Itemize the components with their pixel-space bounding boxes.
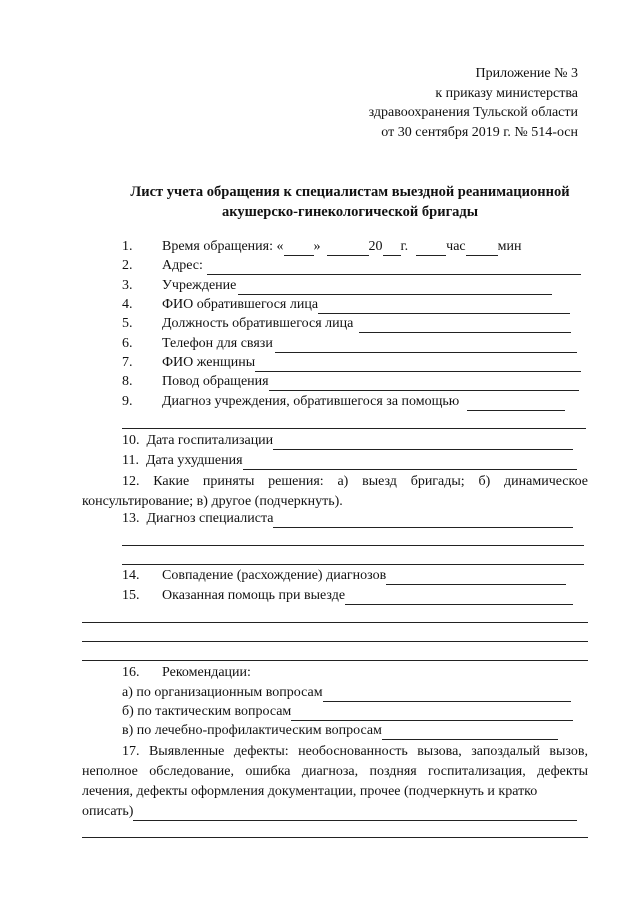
institution-field[interactable] (238, 281, 552, 295)
item-number: 5. (122, 316, 133, 331)
item-6-phone (122, 335, 577, 353)
phone-field[interactable] (275, 339, 577, 353)
hour-label: час (446, 239, 466, 254)
item-label: Совпадение (расхождение) диагнозов (162, 568, 387, 583)
item-label: Рекомендации: (162, 665, 251, 680)
appendix-line: от 30 сентября 2019 г. № 514-осн (381, 124, 578, 140)
item-9-institution-diagnosis (122, 393, 565, 411)
item-number: 14. (122, 568, 140, 583)
item-label: Диагноз учреждения, обратившегося за помощью (162, 394, 460, 409)
item-16b-tactical (122, 703, 573, 721)
item-label: б) по тактическим вопросам (122, 704, 292, 719)
item-12-decisions (82, 472, 588, 512)
appendix-header (369, 64, 578, 142)
item-4-applicant-name (122, 296, 570, 314)
item-17-describe (82, 803, 577, 821)
reason-field[interactable] (269, 377, 579, 391)
item-16c-medical (122, 722, 558, 740)
item-3-institution (122, 277, 552, 295)
quote: » (313, 239, 321, 254)
item-label: Телефон для связи (162, 336, 273, 351)
item-label: Должность обратившегося лица (162, 316, 354, 331)
item-label: ФИО женщины (162, 355, 256, 370)
item-number: 7. (122, 355, 133, 370)
item-number: 16. (122, 665, 140, 680)
year-suffix: г. (400, 239, 409, 254)
continuation-line[interactable] (82, 641, 588, 642)
diagnosis-match-field[interactable] (386, 571, 566, 585)
item-number: 2. (122, 258, 133, 273)
continuation-line[interactable] (82, 837, 588, 838)
item-number: 8. (122, 374, 133, 389)
item-label: Повод обращения (162, 374, 269, 389)
appendix-line: к приказу министерства (435, 85, 578, 101)
item-label: 10. Дата госпитализации (122, 433, 274, 448)
item-number: 1. (122, 239, 133, 254)
item-number: 15. (122, 588, 140, 603)
item-8-reason (122, 373, 579, 391)
hour-field[interactable] (416, 242, 446, 256)
year-field[interactable] (383, 242, 401, 256)
appendix-line: Приложение № 3 (475, 66, 578, 81)
item-16a-organizational (122, 684, 571, 702)
continuation-line[interactable] (122, 564, 584, 565)
organizational-field[interactable] (323, 688, 571, 702)
continuation-line[interactable] (82, 622, 588, 623)
hospitalization-date-field[interactable] (273, 436, 573, 450)
item-number: 6. (122, 336, 133, 351)
continuation-line[interactable] (122, 428, 586, 429)
item-1-time (122, 238, 521, 256)
continuation-line[interactable] (122, 545, 584, 546)
institution-diagnosis-field[interactable] (467, 397, 565, 411)
year-prefix: 20 (368, 239, 383, 254)
item-number: 3. (122, 278, 133, 293)
address-field[interactable] (207, 261, 581, 275)
item-17-defects (82, 742, 588, 802)
title-line: Лист учета обращения к специалистам выездной реанимационной (130, 184, 570, 200)
item-13-specialist-diagnosis (122, 510, 573, 528)
item-label: 11. Дата ухудшения (122, 453, 243, 468)
item-label: Адрес: (162, 258, 203, 273)
item-label: в) по лечебно-профилактическим вопросам (122, 723, 382, 738)
item-label: Время обращения: « (162, 239, 284, 254)
item-2-address (122, 257, 581, 275)
item-text: 17. Выявленные дефекты: необоснованность вызова, запоздалый вызов, неполное обследование, ошибка диагноза, поздняя госпитализация, дефекты лечения, дефекты оформления документации, прочее (подчеркнуть и кратко (82, 744, 588, 799)
deterioration-date-field[interactable] (243, 456, 577, 470)
woman-name-field[interactable] (255, 358, 581, 372)
item-label: Оказанная помощь при выезде (162, 588, 346, 603)
continuation-line[interactable] (82, 660, 588, 661)
item-number: 9. (122, 394, 133, 409)
item-15-care-provided (122, 587, 573, 605)
form-title (90, 182, 610, 222)
applicant-name-field[interactable] (318, 300, 570, 314)
item-7-woman-name (122, 354, 581, 372)
item-label: 13. Диагноз специалиста (122, 511, 274, 526)
item-16-recommendations (122, 664, 251, 682)
item-label: Учреждение (162, 278, 237, 293)
appendix-line: здравоохранения Тульской области (368, 105, 578, 120)
item-5-applicant-position (122, 315, 571, 333)
item-11-deterioration-date (122, 452, 577, 470)
day-field[interactable] (284, 242, 314, 256)
month-field[interactable] (327, 242, 369, 256)
medical-field[interactable] (382, 726, 558, 740)
care-provided-field[interactable] (345, 591, 573, 605)
item-14-diagnosis-match (122, 567, 566, 585)
item-text: 12. Какие приняты решения: а) выезд бригады; б) динамическое консультирование; в) другое (подчеркнуть). (82, 474, 588, 509)
tactical-field[interactable] (291, 707, 573, 721)
item-label: описать) (82, 804, 134, 819)
item-10-hospitalization-date (122, 432, 573, 450)
applicant-position-field[interactable] (359, 319, 571, 333)
item-label: ФИО обратившегося лица (162, 297, 319, 312)
item-label: а) по организационным вопросам (122, 685, 323, 700)
title-line: акушерско-гинекологической бригады (221, 204, 479, 220)
defects-description-field[interactable] (133, 807, 577, 821)
specialist-diagnosis-field[interactable] (273, 514, 573, 528)
item-number: 4. (122, 297, 133, 312)
minute-label: мин (497, 239, 522, 254)
minute-field[interactable] (466, 242, 498, 256)
